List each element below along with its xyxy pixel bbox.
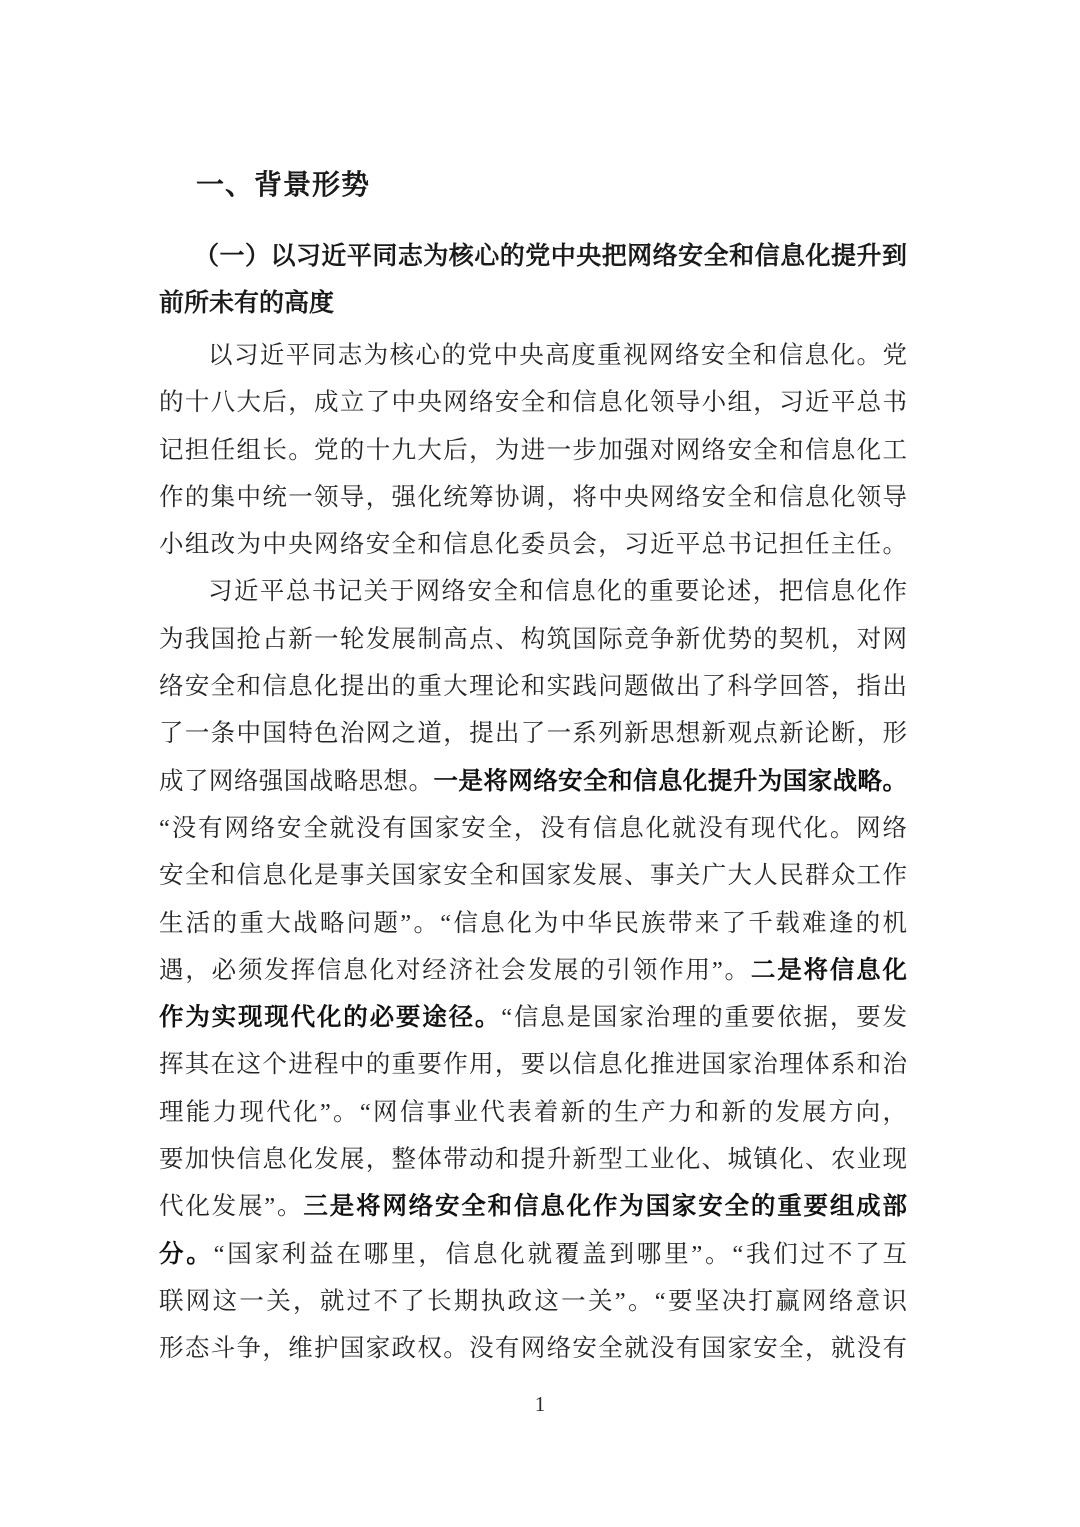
text-segment: 络安全和信息化提出的重大理论和实践问题做出了科学回答，指出 [159,673,907,701]
text-line [159,521,907,568]
text-line [159,994,907,1041]
bold-text-segment: 一是将网络安全和信息化提升为国家战略。 [433,767,907,795]
text-line [159,805,907,852]
text-line [159,852,907,899]
body-text [159,332,907,1373]
text-segment: 安全和信息化是事关国家安全和国家发展、事关广大人民群众工作 [159,862,907,890]
text-line [159,1136,907,1183]
text-segment: 小组改为中央网络安全和信息化委员会，习近平总书记担任主任。 [159,531,907,559]
section-heading: 一、背景形势 [196,169,371,200]
text-line [159,1183,907,1230]
text-segment: 代化发展”。 [159,1193,304,1221]
subsection-heading-line-1: （一）以习近平同志为核心的党中央把网络安全和信息化提升到 [194,242,907,270]
bold-text-segment: 三是将网络安全和信息化作为国家安全的重要组成部 [303,1193,907,1221]
text-segment: “没有网络安全就没有国家安全，没有信息化就没有现代化。网络 [159,814,907,842]
bold-text-segment: 二是将信息化 [750,956,907,984]
text-line [159,568,907,615]
text-line [159,474,907,521]
bold-text-segment: 分。 [159,1240,214,1268]
text-line [159,1325,907,1372]
subsection-heading [159,233,907,328]
text-line [159,663,907,710]
text-line [159,379,907,426]
text-segment: “国家利益在哪里，信息化就覆盖到哪里”。“我们过不了互 [213,1240,907,1268]
text-line [159,1231,907,1278]
page-number: 1 [534,1392,546,1416]
text-line [159,1041,907,1088]
bold-text-segment: 作为实现现代化的必要途径。 [159,1004,502,1032]
text-segment: 了一条中国特色治网之道，提出了一系列新思想新观点新论断，形 [159,720,907,748]
text-segment: 作的集中统一领导，强化统筹协调，将中央网络安全和信息化领导 [159,483,907,511]
text-segment: 记担任组长。党的十九大后，为进一步加强对网络安全和信息化工 [159,436,907,464]
text-line [159,332,907,379]
text-segment: 要加快信息化发展，整体带动和提升新型工业化、城镇化、农业现 [159,1146,907,1174]
text-line [159,758,907,805]
text-segment: 为我国抢占新一轮发展制高点、构筑国际竞争新优势的契机，对网 [159,625,907,653]
text-line [159,900,907,947]
text-segment: 遇，必须发挥信息化对经济社会发展的引领作用”。 [159,956,751,984]
subsection-heading-line-2: 前所未有的高度 [159,289,335,318]
text-segment: 理能力现代化”。“网信事业代表着新的生产力和新的发展方向， [159,1098,907,1126]
text-segment: 以习近平同志为核心的党中央高度重视网络安全和信息化。党 [208,342,907,369]
text-line [159,710,907,757]
text-segment: 生活的重大战略问题”。“信息化为中华民族带来了千载难逢的机 [159,909,907,937]
text-line [159,1089,907,1136]
text-segment: 的十八大后，成立了中央网络安全和信息化领导小组，习近平总书 [159,389,907,417]
text-line [159,616,907,663]
text-line [159,1278,907,1325]
text-segment: 形态斗争，维护国家政权。没有网络安全就没有国家安全，就没有 [159,1335,907,1363]
text-line [159,427,907,474]
text-segment: 挥其在这个进程中的重要作用，要以信息化推进国家治理体系和治 [159,1051,907,1079]
text-segment: 成了网络强国战略思想。 [159,767,434,795]
text-segment: “信息是国家治理的重要依据，要发 [501,1004,907,1032]
text-segment: 联网这一关，就过不了长期执政这一关”。“要坚决打赢网络意识 [159,1287,907,1315]
text-segment: 习近平总书记关于网络安全和信息化的重要论述，把信息化作 [208,578,907,606]
text-line [159,947,907,994]
